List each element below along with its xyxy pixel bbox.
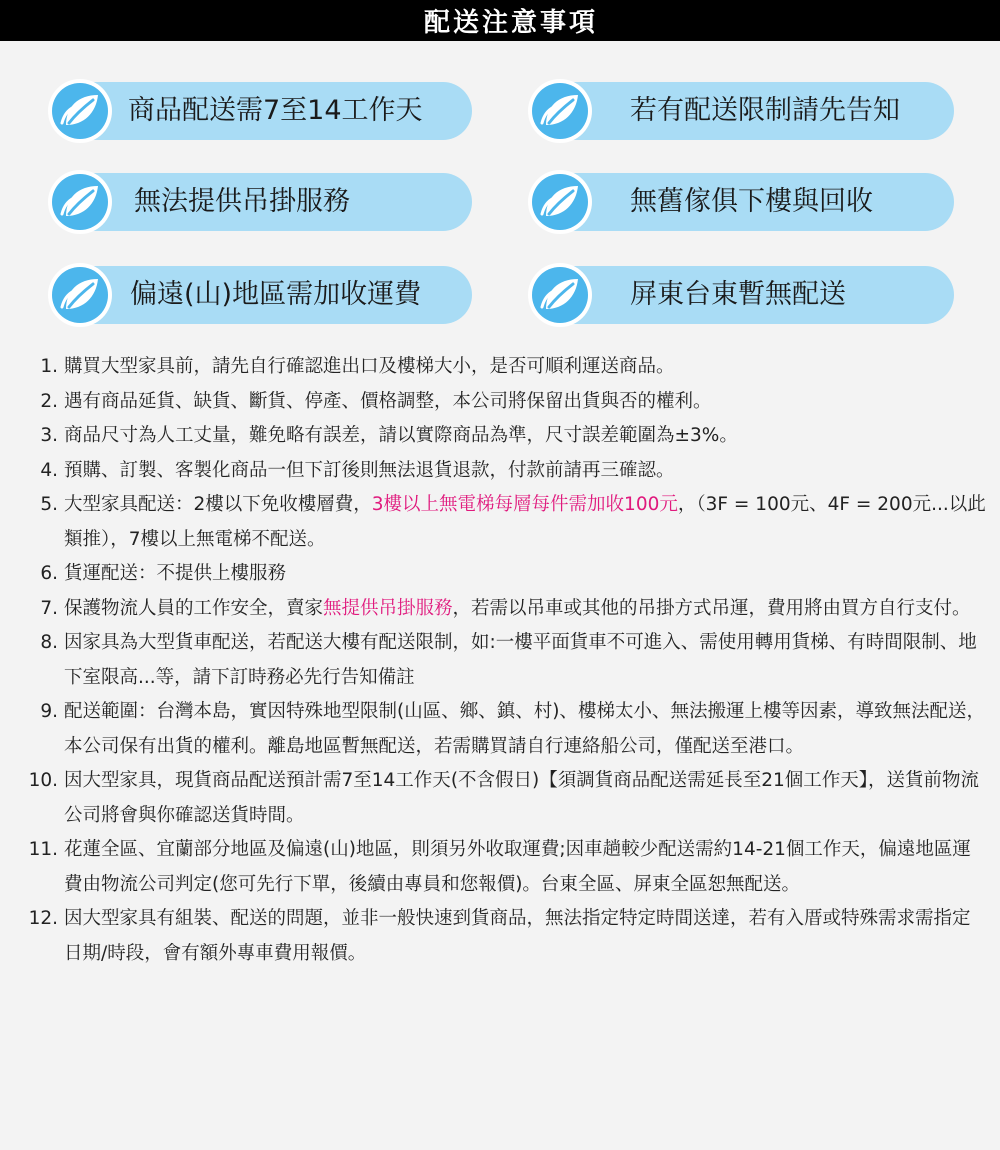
note-item [18,695,988,764]
note-number: 11. [28,839,58,860]
note-number: 2. [40,390,58,412]
note-item [18,385,988,420]
note-item [18,626,988,695]
notes-list [18,350,988,971]
leaf-icon [48,170,112,234]
note-segment: 貨運配送：不提供上樓服務 [64,563,287,584]
note-text [64,626,988,695]
note-segment: 保護物流人員的工作安全，賣家 [64,597,324,619]
note-segment: 因家具為大型貨車配送，若配送大樓有配送限制，如:一樓平面貨車不可進入、需使用轉用貨梯、有時間限制、地下室限高...等，請下訂時務必先行告知備註 [64,632,977,688]
badge-label: 偏遠(山)地區需加收運費 [130,279,422,310]
leaf-icon [528,263,592,327]
page-title: 配送注意事項 [398,0,624,41]
note-text [64,764,988,833]
note-number: 8. [40,632,58,653]
note-item [18,419,988,454]
note-segment: 預購、訂製、客製化商品一但下訂後則無法退貨退款，付款前請再三確認。 [64,459,675,481]
badge-no-delivery-region [532,266,954,324]
note-text [64,695,988,764]
note-text [64,557,988,592]
note-item [18,350,988,385]
note-item [18,592,988,627]
note-text [64,592,988,627]
note-text [64,902,988,971]
badge-no-recycling [532,173,954,231]
note-segment: 商品尺寸為人工丈量，難免略有誤差，請以實際商品為準，尺寸誤差範圍為±3%。 [64,425,738,446]
note-number: 7. [40,597,58,619]
note-item [18,557,988,592]
note-item [18,764,988,833]
leaf-icon [528,170,592,234]
note-number: 3. [40,425,58,446]
note-item [18,454,988,489]
badge-remote-fee [52,266,472,324]
note-text [64,385,988,420]
note-text [64,833,988,902]
note-number: 6. [40,563,58,584]
badge-no-hoisting [52,173,472,231]
badge-label: 無法提供吊掛服務 [134,186,350,217]
note-segment: ，（3F = 100元、4F = 200元...以此類推），7樓以上無電梯不配送。 [64,494,986,550]
note-number: 5. [40,494,58,515]
note-text [64,488,988,557]
badge-delivery-restriction [532,82,954,140]
note-number: 12. [28,908,58,929]
note-highlight: 無提供吊掛服務 [323,597,453,619]
note-number: 4. [40,459,58,481]
note-highlight: 3樓以上無電梯每層每件需加收100元 [371,494,678,515]
leaf-icon [48,79,112,143]
note-item [18,488,988,557]
note-number: 10. [28,770,58,791]
badge-label: 商品配送需7至14工作天 [128,95,423,126]
note-item [18,902,988,971]
note-number: 9. [40,701,58,722]
note-item [18,833,988,902]
note-text [64,454,988,489]
note-segment: 因大型家具有組裝、配送的問題，並非一般快速到貨商品，無法指定特定時間送達，若有入厝或特殊需求需指定日期/時段，會有額外專車費用報價。 [64,908,971,964]
badge-label: 屏東台東暫無配送 [630,279,846,310]
note-segment: 花蓮全區、宜蘭部分地區及偏遠(山)地區，則須另外收取運費;因車趟較少配送需約14-21個工作天，偏遠地區運費由物流公司判定(您可先行下單，後續由專員和您報價)。台東全區、屏東全區恕無配送。 [64,839,971,895]
note-number: 1. [40,356,58,377]
note-segment: 因大型家具，現貨商品配送預計需7至14工作天(不含假日)【須調貨商品配送需延長至21個工作天】，送貨前物流公司將會與你確認送貨時間。 [64,770,980,826]
leaf-icon [528,79,592,143]
note-segment: 配送範圍：台灣本島，實因特殊地型限制(山區、鄉、鎮、村)、樓梯太小、無法搬運上樓等因素，導致無法配送，本公司保有出貨的權利。離島地區暫無配送，若需購買請自行連絡船公司，僅配送至港口。 [64,701,985,757]
badge-label: 若有配送限制請先告知 [630,95,900,126]
note-text [64,350,988,385]
leaf-icon [48,263,112,327]
badge-delivery-days [52,82,472,140]
note-segment: 購買大型家具前，請先自行確認進出口及樓梯大小，是否可順利運送商品。 [64,356,675,377]
note-segment: ，若需以吊車或其他的吊掛方式吊運，費用將由買方自行支付。 [452,597,971,619]
note-text [64,419,988,454]
badge-label: 無舊傢俱下樓與回收 [630,186,873,217]
note-segment: 遇有商品延貨、缺貨、斷貨、停產、價格調整，本公司將保留出貨與否的權利。 [64,390,712,412]
note-segment: 大型家具配送：2樓以下免收樓層費， [64,494,372,515]
